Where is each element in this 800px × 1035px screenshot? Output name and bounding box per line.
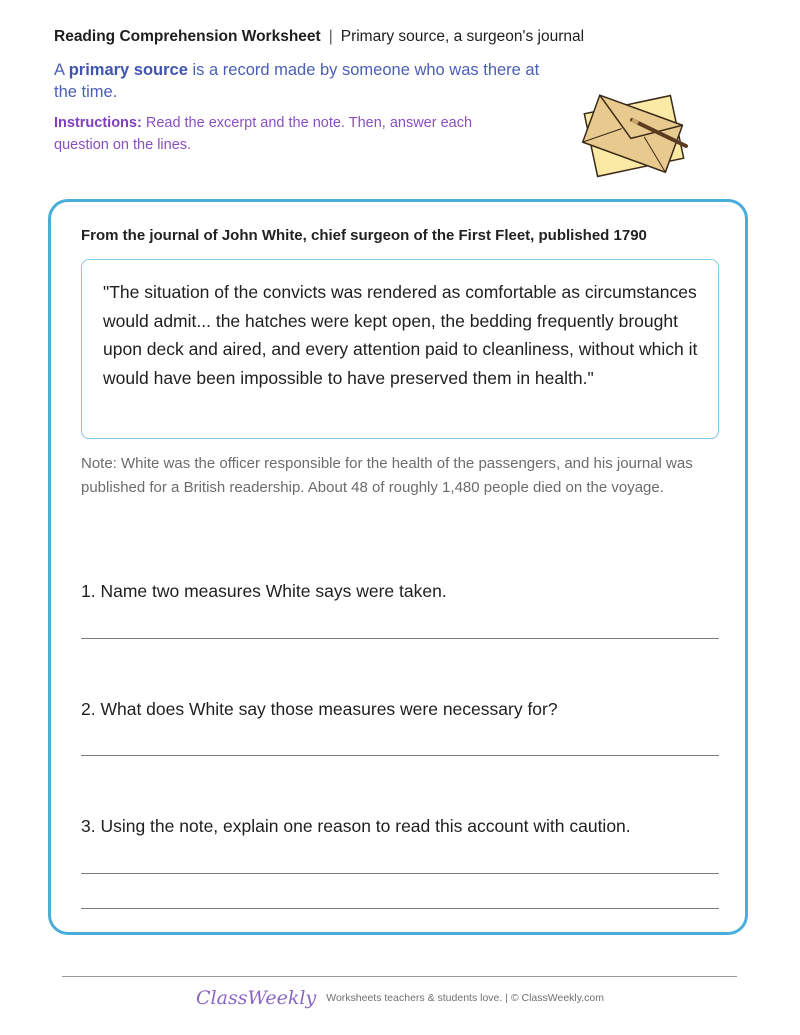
question-3: 3. Using the note, explain one reason to read this account with caution. — [81, 816, 631, 836]
worksheet-subtitle: Primary source, a surgeon's journal — [340, 28, 585, 45]
footer — [0, 987, 800, 1009]
definition-term: primary source — [68, 61, 188, 79]
answer-line-2[interactable] — [81, 755, 719, 756]
question-2: 2. What does White say those measures were necessary for? — [81, 699, 558, 719]
instructions-text: Read the excerpt and the note. Then, answer each question on the lines. — [54, 115, 473, 153]
journal-quote: "The situation of the convicts was rendered as comfortable as circumstances would admit... the hatches were kept open, the bedding frequently brought upon deck and aired, and every attention paid to cleanliness, without which it would have been impossible to have preserved them in health." — [103, 282, 698, 388]
answer-line-3a[interactable] — [81, 873, 719, 874]
answer-line-1[interactable] — [81, 638, 719, 639]
question-1: 1. Name two measures White says were taken. — [81, 581, 447, 601]
footer-divider — [62, 976, 737, 977]
source-title: From the journal of John White, chief surgeon of the First Fleet, published 1790 — [81, 227, 647, 244]
quote-box — [81, 259, 719, 439]
worksheet-header — [54, 28, 584, 46]
footer-tagline: Worksheets teachers & students love. | © ClassWeekly.com — [326, 992, 604, 1004]
instructions — [54, 113, 514, 156]
definition-prefix: A — [54, 61, 69, 79]
primary-source-definition — [54, 59, 564, 103]
brand-logo: ClassWeekly — [196, 987, 317, 1009]
source-note: Note: White was the officer responsible for the health of the passengers, and his journal was published for a British readership. About 48 of roughly 1,480 people died on the voyage. — [81, 455, 693, 496]
definition-text: is a record made by someone who was there at the time. — [54, 61, 540, 101]
worksheet-title: Reading Comprehension Worksheet — [54, 28, 321, 45]
header-separator: | — [328, 28, 333, 45]
envelope-and-pen-icon — [574, 90, 694, 182]
answer-line-3b[interactable] — [81, 908, 719, 909]
instructions-label: Instructions: — [54, 115, 142, 131]
